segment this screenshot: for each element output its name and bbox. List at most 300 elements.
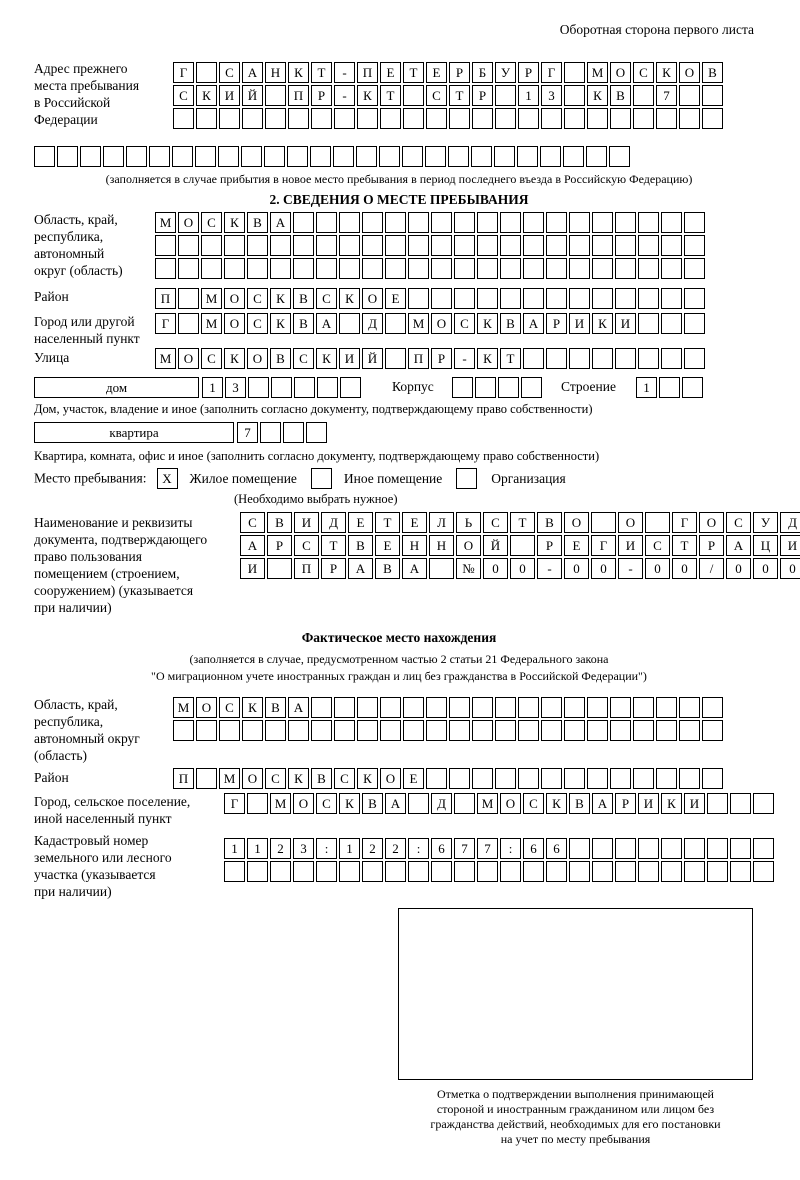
char-cell[interactable] — [317, 377, 338, 398]
char-cell[interactable]: А — [402, 558, 427, 579]
char-cell[interactable]: Г — [591, 535, 616, 556]
char-cell[interactable]: 0 — [645, 558, 670, 579]
char-cell[interactable]: Г — [541, 62, 562, 83]
char-cell[interactable]: К — [270, 313, 291, 334]
char-cell[interactable] — [201, 258, 222, 279]
char-cell[interactable]: К — [316, 348, 337, 369]
char-cell[interactable] — [661, 861, 682, 882]
char-cell[interactable] — [403, 697, 424, 718]
char-cell[interactable] — [592, 861, 613, 882]
char-cell[interactable] — [247, 235, 268, 256]
char-cell[interactable]: О — [293, 793, 314, 814]
char-cell[interactable] — [638, 313, 659, 334]
char-cell[interactable]: Ь — [456, 512, 481, 533]
char-cell[interactable]: 0 — [483, 558, 508, 579]
char-cell[interactable]: 2 — [362, 838, 383, 859]
char-cell[interactable]: У — [753, 512, 778, 533]
char-cell[interactable]: В — [569, 793, 590, 814]
char-cell[interactable]: 6 — [431, 838, 452, 859]
char-cell[interactable] — [510, 535, 535, 556]
prev-address-cells-overflow[interactable] — [34, 146, 632, 169]
char-cell[interactable] — [247, 258, 268, 279]
char-cell[interactable]: Г — [672, 512, 697, 533]
char-cell[interactable] — [385, 258, 406, 279]
char-cell[interactable] — [615, 235, 636, 256]
char-cell[interactable] — [684, 313, 705, 334]
char-cell[interactable] — [498, 377, 519, 398]
char-cell[interactable]: М — [477, 793, 498, 814]
char-cell[interactable]: К — [339, 288, 360, 309]
char-cell[interactable] — [316, 258, 337, 279]
char-cell[interactable]: - — [454, 348, 475, 369]
char-cell[interactable]: С — [633, 62, 654, 83]
char-cell[interactable]: Т — [311, 62, 332, 83]
char-cell[interactable]: В — [375, 558, 400, 579]
char-cell[interactable] — [633, 697, 654, 718]
char-cell[interactable]: Г — [224, 793, 245, 814]
char-cell[interactable]: И — [780, 535, 800, 556]
char-cell[interactable] — [425, 146, 446, 167]
char-cell[interactable] — [495, 768, 516, 789]
document-cells[interactable] — [240, 512, 800, 581]
char-cell[interactable] — [248, 377, 269, 398]
char-cell[interactable]: О — [431, 313, 452, 334]
char-cell[interactable] — [356, 146, 377, 167]
char-cell[interactable] — [126, 146, 147, 167]
char-cell[interactable]: Е — [403, 768, 424, 789]
char-cell[interactable]: Р — [537, 535, 562, 556]
char-cell[interactable]: С — [645, 535, 670, 556]
char-cell[interactable]: С — [334, 768, 355, 789]
char-cell[interactable] — [610, 768, 631, 789]
char-cell[interactable] — [431, 258, 452, 279]
char-cell[interactable]: П — [288, 85, 309, 106]
char-cell[interactable] — [684, 235, 705, 256]
char-cell[interactable] — [495, 85, 516, 106]
char-cell[interactable]: М — [201, 313, 222, 334]
char-cell[interactable] — [753, 861, 774, 882]
section3-district-cells[interactable] — [173, 768, 725, 791]
char-cell[interactable] — [615, 838, 636, 859]
char-cell[interactable]: 2 — [270, 838, 291, 859]
char-cell[interactable]: О — [242, 768, 263, 789]
char-cell[interactable] — [615, 212, 636, 233]
char-cell[interactable] — [380, 697, 401, 718]
char-cell[interactable] — [247, 861, 268, 882]
checkbox-organization[interactable] — [456, 468, 477, 489]
char-cell[interactable]: А — [316, 313, 337, 334]
char-cell[interactable] — [431, 235, 452, 256]
char-cell[interactable] — [546, 288, 567, 309]
char-cell[interactable] — [661, 838, 682, 859]
char-cell[interactable]: К — [661, 793, 682, 814]
char-cell[interactable] — [730, 861, 751, 882]
char-cell[interactable]: К — [477, 313, 498, 334]
char-cell[interactable]: 0 — [591, 558, 616, 579]
char-cell[interactable]: 3 — [541, 85, 562, 106]
char-cell[interactable] — [408, 212, 429, 233]
char-cell[interactable] — [494, 146, 515, 167]
char-cell[interactable]: В — [293, 288, 314, 309]
char-cell[interactable]: Й — [483, 535, 508, 556]
char-cell[interactable]: 7 — [477, 838, 498, 859]
char-cell[interactable] — [702, 85, 723, 106]
char-cell[interactable]: О — [679, 62, 700, 83]
char-cell[interactable]: Р — [699, 535, 724, 556]
char-cell[interactable]: М — [270, 793, 291, 814]
char-cell[interactable] — [569, 348, 590, 369]
char-cell[interactable]: О — [362, 288, 383, 309]
char-cell[interactable] — [656, 768, 677, 789]
char-cell[interactable]: 3 — [225, 377, 246, 398]
char-cell[interactable]: Р — [431, 348, 452, 369]
char-cell[interactable]: О — [247, 348, 268, 369]
char-cell[interactable]: 1 — [224, 838, 245, 859]
char-cell[interactable] — [311, 720, 332, 741]
char-cell[interactable] — [306, 422, 327, 443]
char-cell[interactable] — [357, 720, 378, 741]
char-cell[interactable]: 1 — [339, 838, 360, 859]
char-cell[interactable]: Д — [362, 313, 383, 334]
char-cell[interactable]: А — [592, 793, 613, 814]
char-cell[interactable] — [293, 212, 314, 233]
char-cell[interactable] — [638, 861, 659, 882]
char-cell[interactable] — [633, 720, 654, 741]
char-cell[interactable] — [271, 377, 292, 398]
char-cell[interactable]: И — [339, 348, 360, 369]
char-cell[interactable] — [656, 697, 677, 718]
char-cell[interactable]: : — [408, 838, 429, 859]
char-cell[interactable] — [385, 313, 406, 334]
char-cell[interactable]: К — [242, 697, 263, 718]
char-cell[interactable]: И — [569, 313, 590, 334]
char-cell[interactable] — [609, 146, 630, 167]
char-cell[interactable]: Й — [362, 348, 383, 369]
char-cell[interactable] — [638, 212, 659, 233]
char-cell[interactable]: С — [201, 348, 222, 369]
char-cell[interactable] — [684, 348, 705, 369]
char-cell[interactable] — [339, 861, 360, 882]
char-cell[interactable]: Р — [321, 558, 346, 579]
char-cell[interactable]: М — [408, 313, 429, 334]
char-cell[interactable] — [546, 348, 567, 369]
char-cell[interactable]: А — [240, 535, 265, 556]
char-cell[interactable] — [592, 212, 613, 233]
char-cell[interactable] — [546, 258, 567, 279]
char-cell[interactable] — [615, 258, 636, 279]
char-cell[interactable] — [684, 212, 705, 233]
checkbox-other-premises[interactable] — [311, 468, 332, 489]
char-cell[interactable] — [339, 212, 360, 233]
char-cell[interactable] — [592, 258, 613, 279]
char-cell[interactable]: Т — [375, 512, 400, 533]
char-cell[interactable]: А — [726, 535, 751, 556]
char-cell[interactable]: Р — [311, 85, 332, 106]
char-cell[interactable] — [155, 258, 176, 279]
checkbox-residential[interactable]: Х — [157, 468, 178, 489]
char-cell[interactable]: Л — [429, 512, 454, 533]
char-cell[interactable]: В — [267, 512, 292, 533]
char-cell[interactable]: 6 — [523, 838, 544, 859]
char-cell[interactable]: : — [316, 838, 337, 859]
char-cell[interactable]: 0 — [564, 558, 589, 579]
char-cell[interactable] — [569, 212, 590, 233]
char-cell[interactable]: К — [339, 793, 360, 814]
char-cell[interactable] — [587, 697, 608, 718]
char-cell[interactable] — [454, 793, 475, 814]
char-cell[interactable]: Е — [375, 535, 400, 556]
char-cell[interactable] — [362, 861, 383, 882]
char-cell[interactable] — [633, 85, 654, 106]
char-cell[interactable] — [316, 235, 337, 256]
char-cell[interactable] — [310, 146, 331, 167]
char-cell[interactable] — [730, 838, 751, 859]
char-cell[interactable] — [311, 108, 332, 129]
char-cell[interactable] — [196, 62, 217, 83]
char-cell[interactable] — [408, 258, 429, 279]
char-cell[interactable] — [340, 377, 361, 398]
char-cell[interactable] — [385, 348, 406, 369]
char-cell[interactable] — [380, 720, 401, 741]
char-cell[interactable] — [260, 422, 281, 443]
char-cell[interactable] — [155, 235, 176, 256]
char-cell[interactable] — [403, 85, 424, 106]
char-cell[interactable] — [196, 720, 217, 741]
char-cell[interactable] — [196, 108, 217, 129]
char-cell[interactable] — [270, 861, 291, 882]
char-cell[interactable] — [753, 838, 774, 859]
char-cell[interactable] — [449, 768, 470, 789]
char-cell[interactable] — [541, 697, 562, 718]
char-cell[interactable] — [702, 697, 723, 718]
char-cell[interactable]: О — [456, 535, 481, 556]
char-cell[interactable] — [661, 212, 682, 233]
char-cell[interactable]: В — [362, 793, 383, 814]
char-cell[interactable] — [679, 108, 700, 129]
char-cell[interactable]: № — [456, 558, 481, 579]
char-cell[interactable] — [518, 720, 539, 741]
char-cell[interactable]: А — [523, 313, 544, 334]
char-cell[interactable]: 3 — [293, 838, 314, 859]
char-cell[interactable] — [518, 108, 539, 129]
char-cell[interactable]: С — [240, 512, 265, 533]
char-cell[interactable] — [224, 861, 245, 882]
char-cell[interactable]: - — [334, 85, 355, 106]
char-cell[interactable]: И — [294, 512, 319, 533]
char-cell[interactable]: 6 — [546, 838, 567, 859]
char-cell[interactable]: 1 — [247, 838, 268, 859]
char-cell[interactable] — [362, 212, 383, 233]
char-cell[interactable] — [684, 288, 705, 309]
char-cell[interactable]: И — [684, 793, 705, 814]
char-cell[interactable]: 0 — [726, 558, 751, 579]
char-cell[interactable] — [569, 838, 590, 859]
char-cell[interactable] — [247, 793, 268, 814]
char-cell[interactable] — [449, 720, 470, 741]
char-cell[interactable] — [173, 720, 194, 741]
char-cell[interactable] — [293, 235, 314, 256]
char-cell[interactable] — [103, 146, 124, 167]
char-cell[interactable] — [546, 861, 567, 882]
char-cell[interactable]: 7 — [454, 838, 475, 859]
char-cell[interactable] — [196, 768, 217, 789]
char-cell[interactable]: Р — [546, 313, 567, 334]
char-cell[interactable] — [638, 288, 659, 309]
char-cell[interactable] — [426, 697, 447, 718]
char-cell[interactable]: С — [219, 62, 240, 83]
char-cell[interactable]: Н — [402, 535, 427, 556]
char-cell[interactable]: В — [537, 512, 562, 533]
char-cell[interactable] — [569, 861, 590, 882]
char-cell[interactable] — [219, 720, 240, 741]
char-cell[interactable] — [316, 212, 337, 233]
char-cell[interactable] — [362, 258, 383, 279]
char-cell[interactable] — [682, 377, 703, 398]
char-cell[interactable] — [615, 861, 636, 882]
char-cell[interactable]: Е — [380, 62, 401, 83]
char-cell[interactable] — [656, 108, 677, 129]
char-cell[interactable]: С — [247, 313, 268, 334]
char-cell[interactable] — [541, 108, 562, 129]
char-cell[interactable]: Д — [431, 793, 452, 814]
char-cell[interactable] — [684, 258, 705, 279]
char-cell[interactable] — [224, 258, 245, 279]
char-cell[interactable] — [241, 146, 262, 167]
char-cell[interactable] — [454, 235, 475, 256]
char-cell[interactable] — [294, 377, 315, 398]
char-cell[interactable] — [495, 720, 516, 741]
char-cell[interactable]: П — [173, 768, 194, 789]
char-cell[interactable]: В — [702, 62, 723, 83]
char-cell[interactable]: Б — [472, 62, 493, 83]
char-cell[interactable] — [316, 861, 337, 882]
char-cell[interactable] — [242, 108, 263, 129]
char-cell[interactable]: О — [178, 212, 199, 233]
char-cell[interactable]: Е — [402, 512, 427, 533]
char-cell[interactable] — [587, 768, 608, 789]
char-cell[interactable]: 0 — [672, 558, 697, 579]
char-cell[interactable]: 0 — [510, 558, 535, 579]
char-cell[interactable] — [264, 146, 285, 167]
char-cell[interactable] — [471, 146, 492, 167]
char-cell[interactable] — [224, 235, 245, 256]
char-cell[interactable]: А — [242, 62, 263, 83]
char-cell[interactable] — [293, 258, 314, 279]
char-cell[interactable] — [454, 258, 475, 279]
char-cell[interactable]: В — [247, 212, 268, 233]
char-cell[interactable] — [523, 258, 544, 279]
char-cell[interactable] — [633, 108, 654, 129]
char-cell[interactable]: В — [265, 697, 286, 718]
char-cell[interactable]: К — [224, 348, 245, 369]
char-cell[interactable]: К — [546, 793, 567, 814]
char-cell[interactable]: К — [592, 313, 613, 334]
char-cell[interactable] — [80, 146, 101, 167]
char-cell[interactable] — [592, 235, 613, 256]
char-cell[interactable] — [500, 235, 521, 256]
char-cell[interactable]: В — [270, 348, 291, 369]
char-cell[interactable] — [218, 146, 239, 167]
char-cell[interactable] — [403, 108, 424, 129]
char-cell[interactable]: Р — [615, 793, 636, 814]
char-cell[interactable] — [500, 861, 521, 882]
char-cell[interactable] — [293, 861, 314, 882]
char-cell[interactable]: В — [500, 313, 521, 334]
char-cell[interactable] — [477, 235, 498, 256]
char-cell[interactable] — [610, 720, 631, 741]
char-cell[interactable] — [638, 838, 659, 859]
char-cell[interactable]: К — [357, 768, 378, 789]
char-cell[interactable] — [472, 720, 493, 741]
char-cell[interactable]: М — [201, 288, 222, 309]
char-cell[interactable]: Т — [380, 85, 401, 106]
char-cell[interactable] — [195, 146, 216, 167]
section2-street-cells[interactable] — [155, 348, 707, 371]
char-cell[interactable]: С — [523, 793, 544, 814]
char-cell[interactable]: С — [483, 512, 508, 533]
char-cell[interactable] — [385, 212, 406, 233]
cadastral-cells[interactable] — [224, 838, 776, 884]
char-cell[interactable] — [477, 861, 498, 882]
char-cell[interactable] — [541, 720, 562, 741]
char-cell[interactable]: Т — [500, 348, 521, 369]
char-cell[interactable] — [219, 108, 240, 129]
char-cell[interactable]: Т — [510, 512, 535, 533]
house-cells[interactable] — [202, 377, 363, 400]
char-cell[interactable] — [592, 348, 613, 369]
char-cell[interactable]: А — [270, 212, 291, 233]
char-cell[interactable]: В — [610, 85, 631, 106]
char-cell[interactable]: Т — [672, 535, 697, 556]
char-cell[interactable] — [592, 838, 613, 859]
char-cell[interactable]: М — [587, 62, 608, 83]
char-cell[interactable] — [178, 288, 199, 309]
char-cell[interactable] — [702, 720, 723, 741]
char-cell[interactable] — [270, 258, 291, 279]
char-cell[interactable] — [173, 108, 194, 129]
char-cell[interactable] — [592, 288, 613, 309]
flat-cells[interactable] — [237, 422, 329, 445]
char-cell[interactable] — [265, 85, 286, 106]
char-cell[interactable] — [178, 235, 199, 256]
section2-district-cells[interactable] — [155, 288, 707, 311]
char-cell[interactable] — [362, 235, 383, 256]
char-cell[interactable] — [357, 108, 378, 129]
char-cell[interactable]: С — [316, 288, 337, 309]
char-cell[interactable] — [178, 258, 199, 279]
char-cell[interactable] — [518, 697, 539, 718]
char-cell[interactable] — [517, 146, 538, 167]
char-cell[interactable]: Е — [348, 512, 373, 533]
char-cell[interactable] — [661, 235, 682, 256]
char-cell[interactable] — [518, 768, 539, 789]
char-cell[interactable] — [523, 288, 544, 309]
char-cell[interactable] — [449, 697, 470, 718]
char-cell[interactable] — [429, 558, 454, 579]
char-cell[interactable] — [500, 288, 521, 309]
char-cell[interactable] — [730, 793, 751, 814]
char-cell[interactable]: 7 — [656, 85, 677, 106]
char-cell[interactable]: П — [155, 288, 176, 309]
char-cell[interactable] — [449, 108, 470, 129]
char-cell[interactable]: Н — [429, 535, 454, 556]
char-cell[interactable] — [679, 85, 700, 106]
char-cell[interactable]: М — [155, 212, 176, 233]
char-cell[interactable] — [334, 108, 355, 129]
char-cell[interactable]: 0 — [753, 558, 778, 579]
char-cell[interactable]: Р — [267, 535, 292, 556]
char-cell[interactable] — [472, 768, 493, 789]
